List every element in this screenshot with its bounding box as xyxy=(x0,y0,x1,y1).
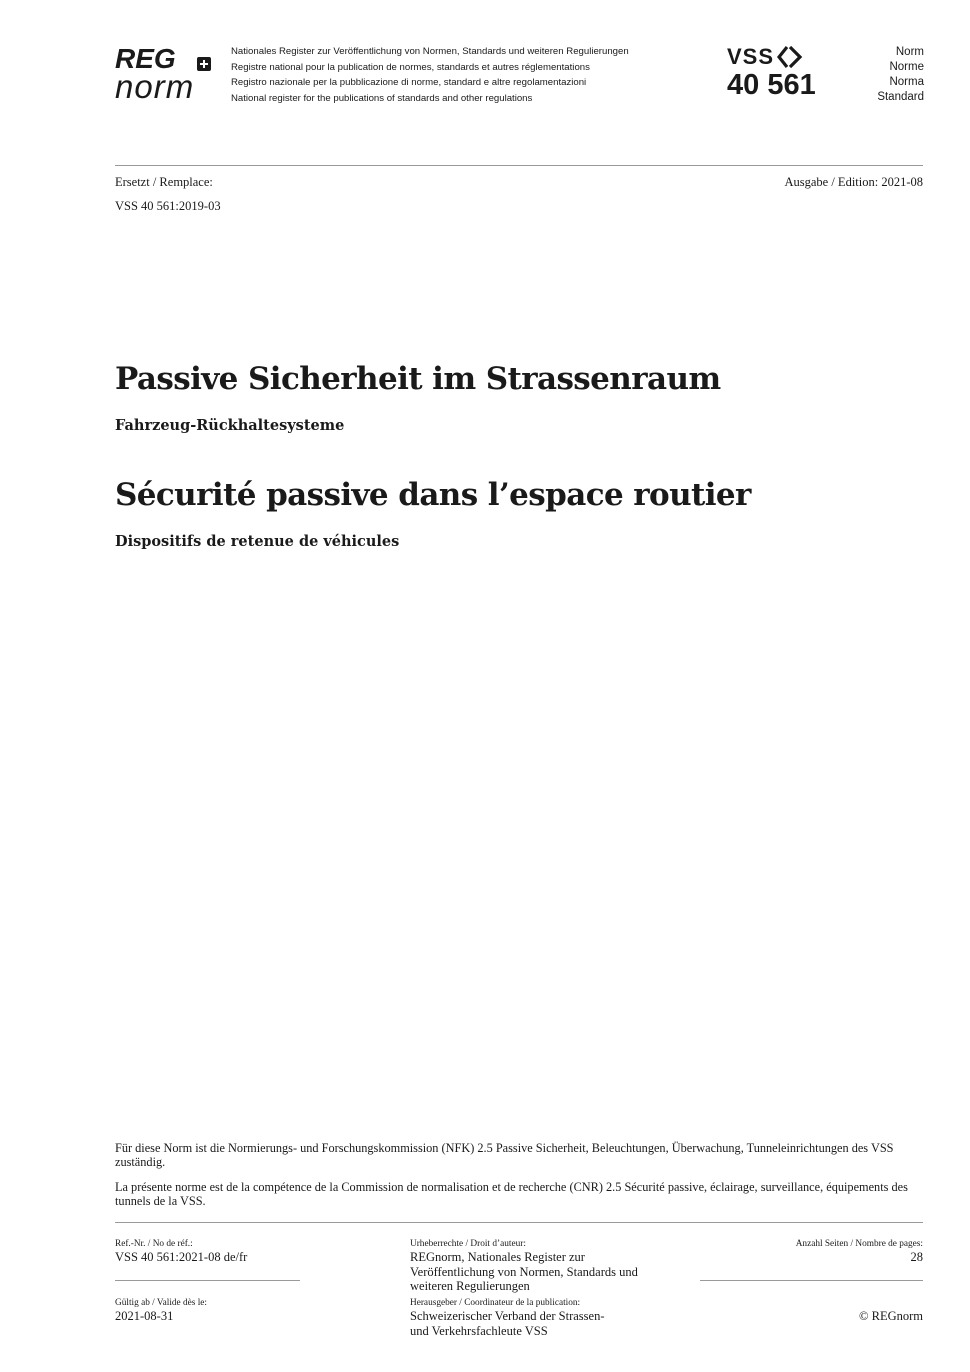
vss-chevron-icon xyxy=(777,45,803,69)
document-kind-list xyxy=(877,45,924,105)
pages-value: 28 xyxy=(910,1250,923,1264)
logo-norm-text: norm xyxy=(115,68,195,105)
replaces-label: Ersetzt / Remplace: xyxy=(115,175,213,189)
subtitle-de: Fahrzeug-Rückhaltesysteme xyxy=(115,417,345,434)
valid-label: Gültig ab / Valide dès le: xyxy=(115,1298,208,1308)
standard-number: 40 561 xyxy=(727,69,816,101)
register-line-en: National register for the publications of standards and other regulations xyxy=(231,92,533,104)
publisher-value: Schweizerischer Verband der Strassen- und Verkehrsfachleute VSS xyxy=(410,1309,605,1338)
regnorm-logo xyxy=(115,44,215,104)
register-description xyxy=(231,44,629,106)
footer-divider xyxy=(115,1222,923,1223)
pages-divider xyxy=(700,1280,923,1281)
copyright-mark: © REGnorm xyxy=(858,1309,923,1323)
register-line-fr: Registre national pour la publication de normes, standards et autres réglementations xyxy=(231,61,590,73)
doc-kind-fr: Norme xyxy=(889,61,924,73)
replaces-value: VSS 40 561:2019-03 xyxy=(115,199,221,213)
responsibility-note-fr: La présente norme est de la compétence de la Commission de normalisation et de recherche (CNR) 2.5 Sécurité passive, éclairage, surveillance, équipements des tunnels de la VSS. xyxy=(115,1180,908,1208)
copyright-value: REGnorm, Nationales Register zur Veröffentlichung von Normen, Standards und weiteren Regulierungen xyxy=(410,1250,638,1293)
vss-label: VSS xyxy=(727,44,775,69)
vss-logo xyxy=(727,44,816,70)
register-line-it: Registro nazionale per la pubblicazione di norme, standard e altre regolamentazioni xyxy=(231,77,587,88)
ref-value: VSS 40 561:2021-08 de/fr xyxy=(115,1250,248,1264)
register-line-de: Nationales Register zur Veröffentlichung von Normen, Standards und weiteren Regulierungen xyxy=(231,46,629,57)
doc-kind-it: Norma xyxy=(889,76,924,88)
subtitle-fr: Dispositifs de retenue de véhicules xyxy=(115,533,400,550)
logo-reg-text: REG xyxy=(115,43,176,74)
doc-kind-en: Standard xyxy=(877,91,924,103)
valid-value: 2021-08-31 xyxy=(115,1309,174,1323)
publisher-label: Herausgeber / Coordinateur de la publication: xyxy=(410,1298,581,1308)
copyright-label: Urheberrechte / Droit d’auteur: xyxy=(410,1239,526,1249)
doc-kind-de: Norm xyxy=(895,46,924,58)
title-fr: Sécurité passive dans l’espace routier xyxy=(115,477,751,513)
ref-divider xyxy=(115,1280,300,1281)
responsibility-note-de: Für diese Norm ist die Normierungs- und Forschungskommission (NFK) 2.5 Passive Sicherheit, Beleuchtungen, Überwachung, Tunneleinrichtungen des VSS zuständig. xyxy=(115,1141,894,1169)
vss-standard-badge xyxy=(727,44,816,100)
header-divider xyxy=(115,165,923,166)
title-de: Passive Sicherheit im Strassenraum xyxy=(115,361,721,397)
edition-date: Ausgabe / Edition: 2021-08 xyxy=(784,175,923,189)
swiss-cross-icon xyxy=(197,57,211,71)
ref-label: Ref.-Nr. / No de réf.: xyxy=(115,1239,193,1249)
pages-label: Anzahl Seiten / Nombre de pages: xyxy=(795,1239,923,1249)
